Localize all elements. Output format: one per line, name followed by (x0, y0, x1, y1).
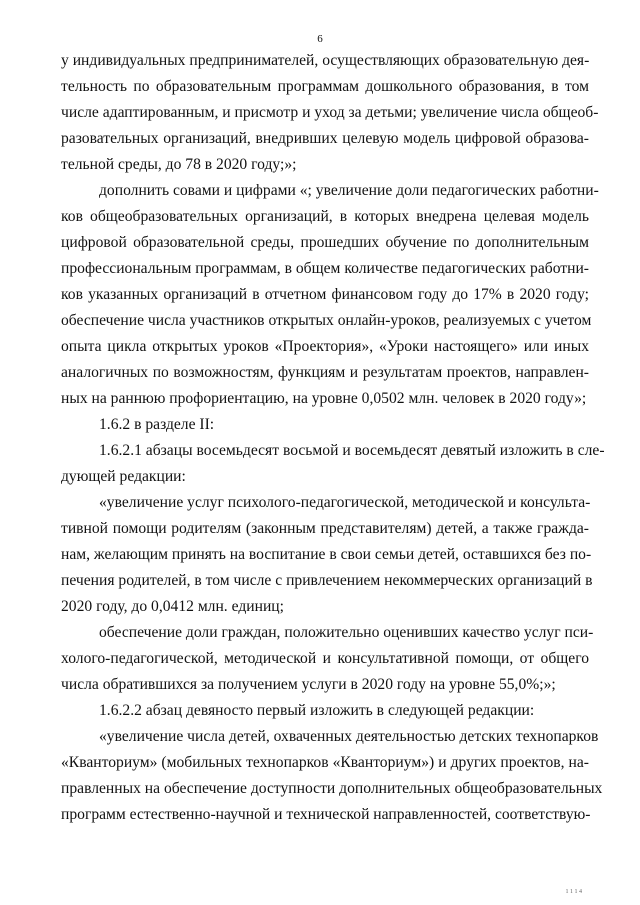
text-line: 2020 году, до 0,0412 млн. единиц; (61, 598, 284, 615)
text-line: цифровой образовательной среды, прошедших обучение по дополнительным (61, 234, 589, 251)
text-line: тельной среды, до 78 в 2020 году;»; (61, 156, 297, 173)
text-line: нам, желающим принять на воспитание в свои семьи детей, оставшихся без по- (61, 546, 592, 563)
text-line: печения родителей, в том числе с привлечением некоммерческих организаций в (61, 572, 593, 589)
text-line: «увеличение числа детей, охваченных деятельностью детских технопарков (99, 728, 599, 745)
text-line: ков указанных организаций в отчетном финансовом году до 17% в 2020 году; (61, 286, 589, 303)
text-line: «Кванториум» (мобильных технопарков «Кванториум») и других проектов, на- (61, 754, 589, 771)
text-line: дующей редакции: (61, 468, 186, 485)
text-line: «увеличение услуг психолого-педагогической, методической и консульта- (99, 494, 591, 511)
footer-code: 1 1 1 4 (565, 889, 582, 895)
text-line: ных на раннюю профориентацию, на уровне 0,0502 млн. человек в 2020 году»; (61, 390, 587, 407)
text-line: профессиональным программам, в общем количестве педагогических работни- (61, 260, 589, 277)
page-number: 6 (317, 33, 323, 45)
text-line: 1.6.2.1 абзацы восемьдесят восьмой и восемьдесят девятый изложить в сле- (99, 442, 605, 459)
text-line: обеспечение числа участников открытых онлайн-уроков, реализуемых с учетом (61, 312, 592, 329)
document-body (61, 48, 605, 828)
text-line: ков общеобразовательных организаций, в которых внедрена целевая модель (61, 208, 589, 225)
text-line: правленных на обеспечение доступности дополнительных общеобразовательных (61, 780, 603, 797)
text-line: разовательных организаций, внедривших целевую модель цифровой образова- (61, 130, 589, 147)
text-line: тельность по образовательным программам дошкольного образования, в том (61, 78, 589, 95)
text-line: программ естественно-научной и технической направленностей, соответствую- (61, 806, 591, 823)
text-line: у индивидуальных предпринимателей, осуществляющих образовательную дея- (61, 52, 590, 69)
text-line: опыта цикла открытых уроков «Проектория», «Уроки настоящего» или иных (61, 338, 589, 355)
text-line: числа обратившихся за получением услуги в 2020 году на уровне 55,0%;»; (61, 676, 556, 693)
text-line: холого-педагогической, методической и консультативной помощи, от общего (61, 650, 589, 667)
text-line: 1.6.2 в разделе II: (99, 416, 215, 433)
text-line: тивной помощи родителям (законным представителям) детей, а также гражда- (61, 520, 589, 537)
text-line: числе адаптированным, и присмотр и уход за детьми; увеличение числа общеоб- (61, 104, 599, 121)
text-line: обеспечение доли граждан, положительно оценивших качество услуг пси- (99, 624, 594, 641)
text-line: аналогичных по возможностям, функциям и результатам проектов, направлен- (61, 364, 589, 381)
text-line: 1.6.2.2 абзац девяносто первый изложить в следующей редакции: (99, 702, 535, 719)
text-line: дополнить совами и цифрами «; увеличение доли педагогических работни- (99, 182, 599, 199)
